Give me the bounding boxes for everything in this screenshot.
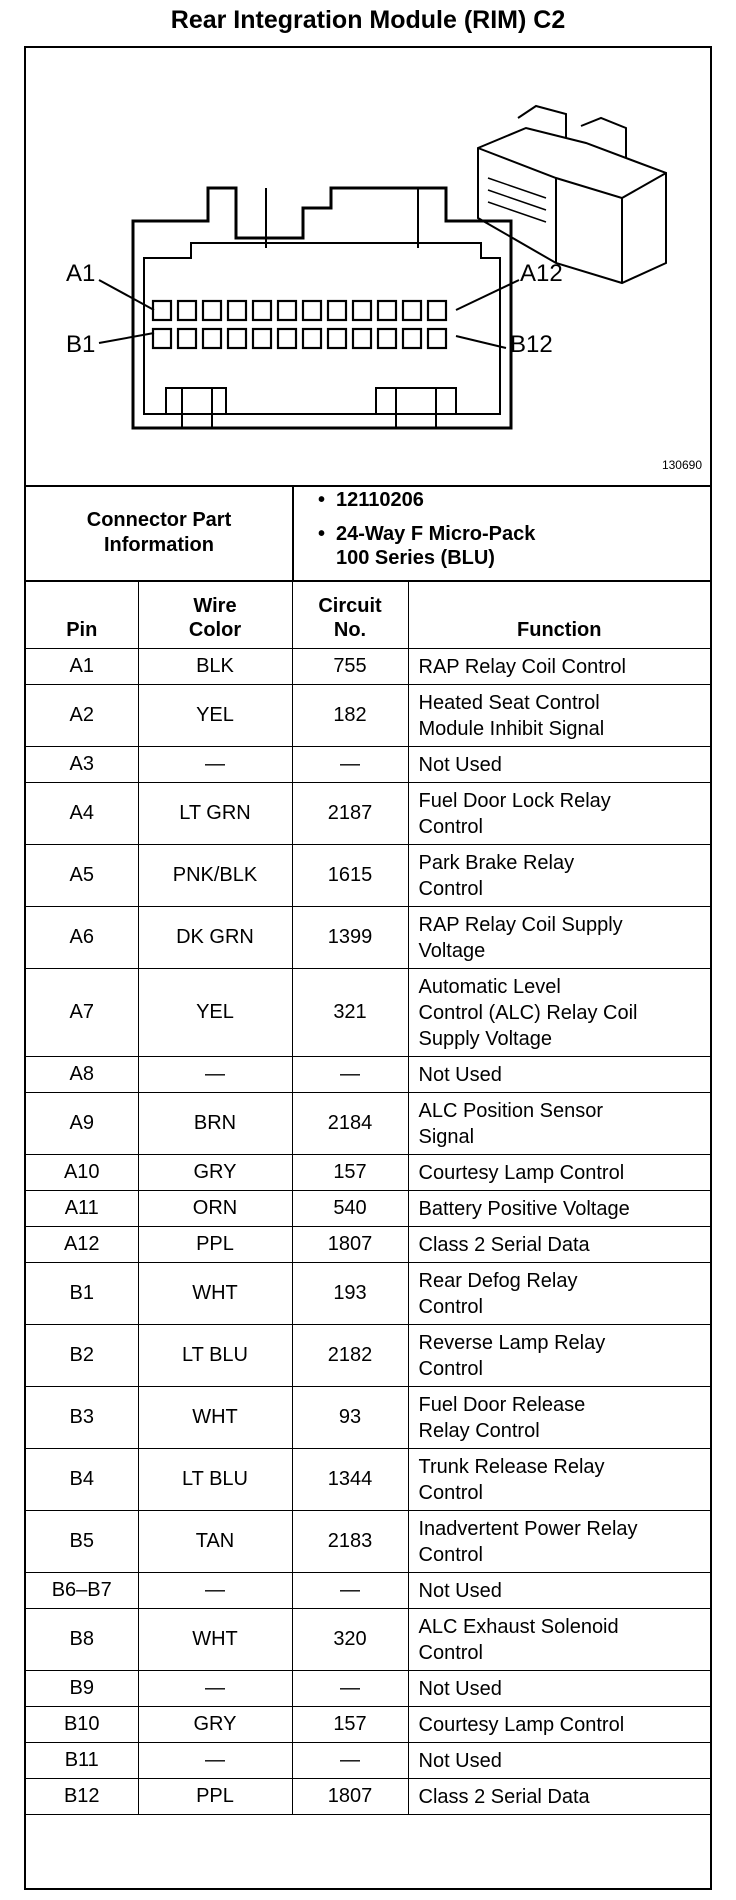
function-line: Not Used	[418, 1579, 502, 1602]
function-line: Class 2 Serial Data	[418, 1785, 590, 1808]
wire-color-cell: BRN	[138, 1093, 292, 1155]
header-pin-label: Pin	[66, 619, 98, 641]
wire-color-cell: —	[138, 1671, 292, 1707]
table-row	[26, 649, 710, 685]
wire-color-cell: —	[138, 1573, 292, 1609]
pinout-rows	[26, 649, 710, 1815]
header-wire-color-line1: Wire	[193, 595, 237, 617]
circuit-cell: 2182	[292, 1325, 408, 1387]
wire-color-cell: BLK	[138, 649, 292, 685]
function-cell	[408, 747, 710, 783]
circuit-cell: —	[292, 1573, 408, 1609]
function-line: RAP Relay Coil Supply	[418, 913, 623, 936]
table-row	[26, 907, 710, 969]
circuit-cell: 2187	[292, 783, 408, 845]
circuit-cell: 321	[292, 969, 408, 1057]
table-row	[26, 685, 710, 747]
pin-cell: B8	[26, 1609, 138, 1671]
function-cell	[408, 1057, 710, 1093]
page-title: Rear Integration Module (RIM) C2	[170, 6, 566, 34]
table-row	[26, 1609, 710, 1671]
part-description-line2: 100 Series (BLU)	[336, 547, 495, 569]
circuit-cell: 1615	[292, 845, 408, 907]
circuit-cell: 2184	[292, 1093, 408, 1155]
wire-color-cell: DK GRN	[138, 907, 292, 969]
figure-number: 130690	[661, 458, 702, 472]
function-line: Inadvertent Power Relay	[418, 1517, 638, 1540]
function-line: Heated Seat Control	[418, 691, 600, 714]
pin-cell: B6–B7	[26, 1573, 138, 1609]
pin-cell: A5	[26, 845, 138, 907]
table-row	[26, 845, 710, 907]
wire-color-cell: LT BLU	[138, 1449, 292, 1511]
circuit-cell: 193	[292, 1263, 408, 1325]
pin-row-b	[153, 329, 446, 348]
function-cell	[408, 1093, 710, 1155]
function-line: Control	[418, 1481, 483, 1504]
table-row	[26, 1449, 710, 1511]
wire-color-cell: LT BLU	[138, 1325, 292, 1387]
function-line: Fuel Door Release	[418, 1393, 586, 1416]
connector-face-drawing	[26, 48, 710, 485]
part-info-details	[294, 485, 710, 580]
wire-color-cell: ORN	[138, 1191, 292, 1227]
pin-cell: B9	[26, 1671, 138, 1707]
circuit-cell: 157	[292, 1155, 408, 1191]
function-line: Signal	[418, 1125, 475, 1148]
header-function	[408, 580, 710, 649]
function-line: Park Brake Relay	[418, 851, 575, 874]
connector-part-information	[26, 485, 710, 582]
circuit-cell: 93	[292, 1387, 408, 1449]
header-function-label: Function	[517, 619, 602, 641]
function-cell	[408, 1325, 710, 1387]
pin-cell: B11	[26, 1743, 138, 1779]
function-cell	[408, 1449, 710, 1511]
function-line: Control	[418, 815, 483, 838]
wire-color-cell: PPL	[138, 1779, 292, 1815]
bullet-2: •	[318, 523, 326, 545]
wire-color-cell: YEL	[138, 685, 292, 747]
pin-cell: A7	[26, 969, 138, 1057]
pin-cell: A2	[26, 685, 138, 747]
wire-color-cell: GRY	[138, 1707, 292, 1743]
label-a1: A1	[66, 260, 96, 287]
table-row	[26, 1707, 710, 1743]
wire-color-cell: GRY	[138, 1155, 292, 1191]
circuit-cell: —	[292, 1671, 408, 1707]
pin-cell: A10	[26, 1155, 138, 1191]
pin-cell: A11	[26, 1191, 138, 1227]
function-line: Courtesy Lamp Control	[418, 1713, 625, 1736]
function-line: Voltage	[418, 939, 486, 962]
table-row	[26, 747, 710, 783]
pin-cell: B12	[26, 1779, 138, 1815]
table-row	[26, 1671, 710, 1707]
circuit-cell: 320	[292, 1609, 408, 1671]
function-line: RAP Relay Coil Control	[418, 655, 626, 678]
pin-cell: A3	[26, 747, 138, 783]
function-cell	[408, 1779, 710, 1815]
function-cell	[408, 1671, 710, 1707]
wire-color-cell: TAN	[138, 1511, 292, 1573]
pin-row-a	[153, 301, 446, 320]
part-info-heading	[26, 485, 294, 580]
wire-color-cell: PNK/BLK	[138, 845, 292, 907]
wire-color-cell: —	[138, 747, 292, 783]
header-circuit-line2: No.	[333, 619, 367, 641]
function-line: Battery Positive Voltage	[418, 1197, 630, 1220]
table-row	[26, 1779, 710, 1815]
function-line: Control	[418, 877, 483, 900]
pin-cell: A4	[26, 783, 138, 845]
function-line: Supply Voltage	[418, 1027, 552, 1050]
pin-cell: A8	[26, 1057, 138, 1093]
part-info-heading-line2: Information	[104, 533, 214, 556]
function-line: Control	[418, 1357, 483, 1380]
pin-cell: A12	[26, 1227, 138, 1263]
pin-cell: A9	[26, 1093, 138, 1155]
wire-color-cell: PPL	[138, 1227, 292, 1263]
function-line: Module Inhibit Signal	[418, 717, 605, 740]
table-row	[26, 1227, 710, 1263]
function-line: Automatic Level	[418, 975, 561, 998]
circuit-cell: 2183	[292, 1511, 408, 1573]
function-line: Courtesy Lamp Control	[418, 1161, 625, 1184]
table-row	[26, 783, 710, 845]
function-cell	[408, 649, 710, 685]
circuit-cell: 1807	[292, 1227, 408, 1263]
function-cell	[408, 1227, 710, 1263]
table-row	[26, 1387, 710, 1449]
function-line: Control	[418, 1295, 483, 1318]
function-line: Not Used	[418, 753, 502, 776]
function-cell	[408, 845, 710, 907]
header-wire-color	[138, 580, 292, 649]
circuit-cell: —	[292, 1057, 408, 1093]
function-line: Not Used	[418, 1063, 502, 1086]
function-line: Class 2 Serial Data	[418, 1233, 590, 1256]
function-cell	[408, 1263, 710, 1325]
function-line: Control (ALC) Relay Coil	[418, 1001, 638, 1024]
function-line: Fuel Door Lock Relay	[418, 789, 611, 812]
pin-cell: B3	[26, 1387, 138, 1449]
table-row	[26, 1057, 710, 1093]
table-row	[26, 1093, 710, 1155]
function-line: Rear Defog Relay	[418, 1269, 578, 1292]
table-header-row	[26, 580, 710, 649]
function-cell	[408, 907, 710, 969]
pin-cell: A6	[26, 907, 138, 969]
a1-leader-line	[99, 280, 154, 310]
function-cell	[408, 783, 710, 845]
wire-color-cell: WHT	[138, 1263, 292, 1325]
label-a12: A12	[520, 260, 563, 287]
part-description-line1: 24-Way F Micro-Pack	[336, 523, 536, 545]
pin-cell: B5	[26, 1511, 138, 1573]
circuit-cell: 755	[292, 649, 408, 685]
function-line: Relay Control	[418, 1419, 540, 1442]
function-cell	[408, 1609, 710, 1671]
label-b12: B12	[510, 331, 553, 358]
function-line: ALC Position Sensor	[418, 1099, 604, 1122]
wire-color-cell: —	[138, 1057, 292, 1093]
header-wire-color-line2: Color	[188, 619, 242, 641]
pin-cell: A1	[26, 649, 138, 685]
function-cell	[408, 969, 710, 1057]
connector-iso-sketch	[478, 128, 666, 283]
circuit-cell: 1807	[292, 1779, 408, 1815]
pin-cell: B1	[26, 1263, 138, 1325]
header-circuit-line1: Circuit	[318, 595, 382, 617]
connector-frame	[24, 46, 712, 1890]
table-row	[26, 1325, 710, 1387]
function-line: ALC Exhaust Solenoid	[418, 1615, 619, 1638]
header-pin	[26, 580, 138, 649]
bottom-tab-right	[376, 388, 456, 414]
connector-diagram	[26, 48, 710, 487]
circuit-cell: —	[292, 747, 408, 783]
circuit-cell: 157	[292, 1707, 408, 1743]
pin-cell: B10	[26, 1707, 138, 1743]
function-cell	[408, 685, 710, 747]
function-cell	[408, 1743, 710, 1779]
function-line: Control	[418, 1543, 483, 1566]
function-line: Trunk Release Relay	[418, 1455, 605, 1478]
label-b1: B1	[66, 331, 96, 358]
part-info-heading-line1: Connector Part	[86, 508, 232, 531]
pin-cell: B4	[26, 1449, 138, 1511]
circuit-cell: 540	[292, 1191, 408, 1227]
table-row	[26, 1191, 710, 1227]
wire-color-cell: WHT	[138, 1387, 292, 1449]
circuit-cell: —	[292, 1743, 408, 1779]
b1-leader-line	[99, 333, 154, 343]
pinout-table	[26, 580, 710, 1815]
bottom-tab-left	[166, 388, 226, 414]
header-circuit-no	[292, 580, 408, 649]
function-cell	[408, 1155, 710, 1191]
function-line: Control	[418, 1641, 483, 1664]
table-row	[26, 969, 710, 1057]
b12-leader-line	[456, 336, 506, 348]
function-cell	[408, 1387, 710, 1449]
function-cell	[408, 1573, 710, 1609]
wire-color-cell: WHT	[138, 1609, 292, 1671]
part-number: 12110206	[336, 489, 424, 511]
pin-cell: B2	[26, 1325, 138, 1387]
function-line: Reverse Lamp Relay	[418, 1331, 606, 1354]
circuit-cell: 182	[292, 685, 408, 747]
table-row	[26, 1511, 710, 1573]
function-line: Not Used	[418, 1749, 502, 1772]
function-line: Not Used	[418, 1677, 502, 1700]
function-cell	[408, 1707, 710, 1743]
function-cell	[408, 1511, 710, 1573]
table-row	[26, 1743, 710, 1779]
wire-color-cell: —	[138, 1743, 292, 1779]
table-row	[26, 1573, 710, 1609]
circuit-cell: 1344	[292, 1449, 408, 1511]
wire-color-cell: LT GRN	[138, 783, 292, 845]
circuit-cell: 1399	[292, 907, 408, 969]
table-row	[26, 1263, 710, 1325]
wire-color-cell: YEL	[138, 969, 292, 1057]
bullet-1: •	[318, 489, 326, 511]
table-row	[26, 1155, 710, 1191]
function-cell	[408, 1191, 710, 1227]
